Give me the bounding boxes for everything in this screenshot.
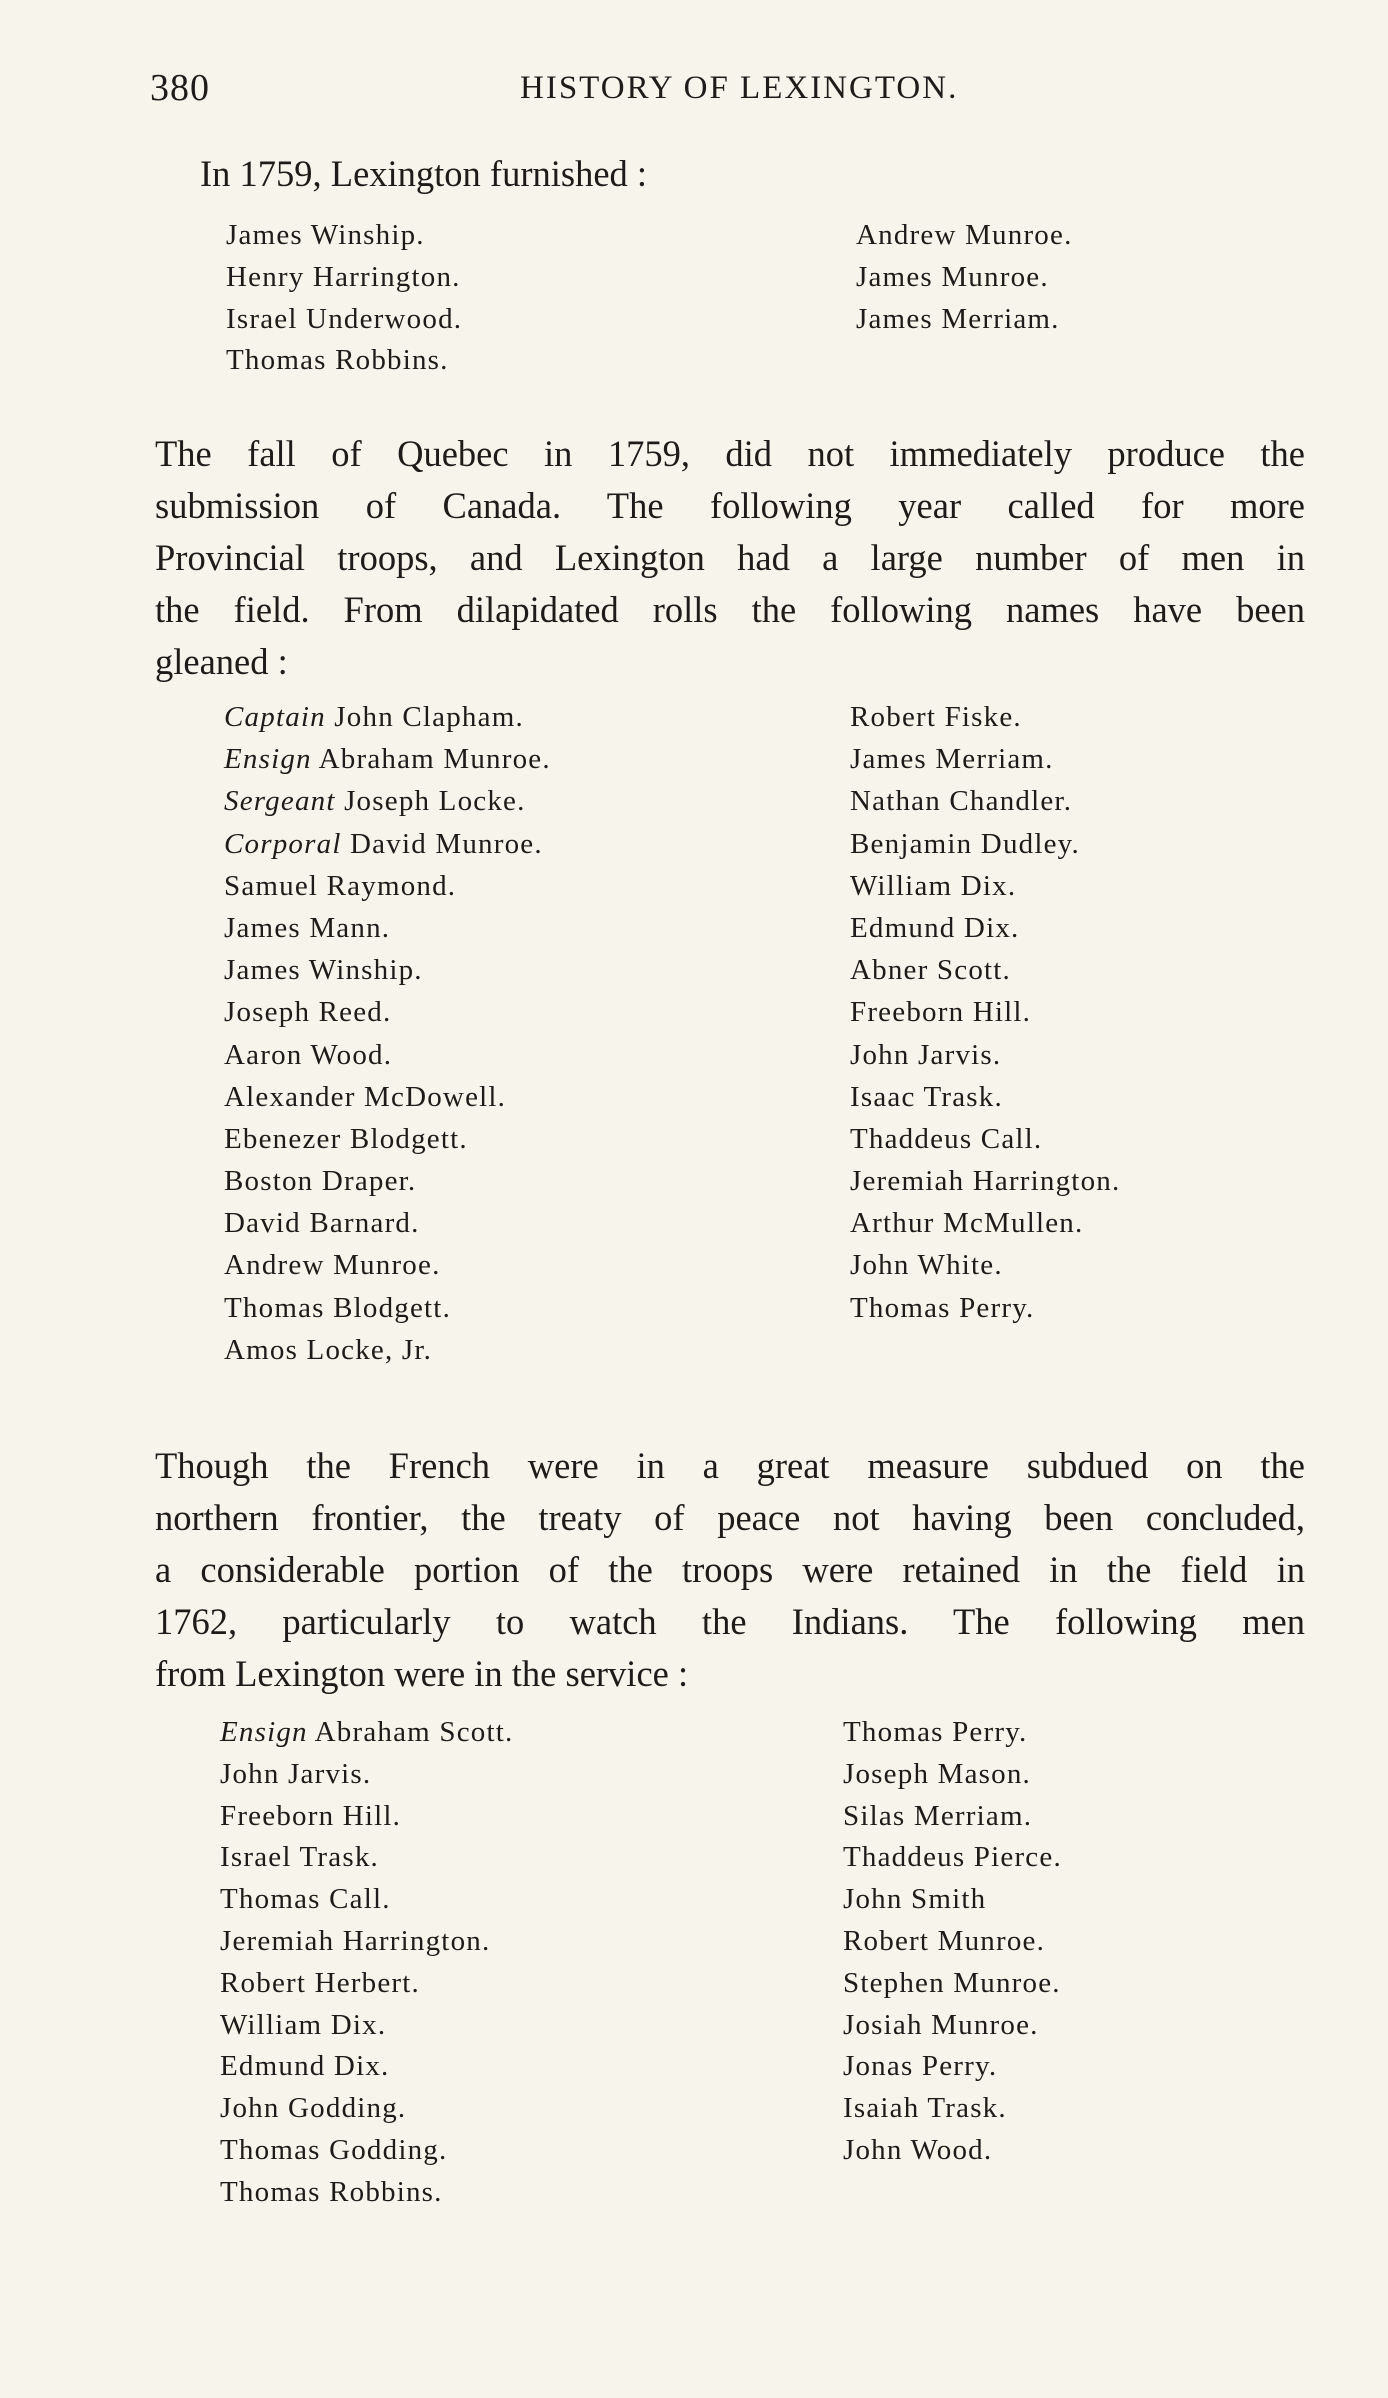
name-entry [220, 1879, 513, 1921]
name-entry [224, 1076, 551, 1118]
rank-label: Corporal [224, 827, 342, 860]
name-entry [843, 2130, 1062, 2172]
person-name: John Jarvis. [220, 1757, 372, 1790]
person-name: Robert Herbert. [220, 1966, 420, 1999]
paragraph-1760 [155, 428, 1305, 688]
name-entry [850, 1076, 1120, 1118]
name-entry [843, 1796, 1062, 1838]
name-entry [224, 907, 551, 949]
name-entry [220, 1921, 513, 1963]
name-entry [224, 1160, 551, 1202]
rank-label: Ensign [224, 743, 312, 776]
person-name: Thomas Call. [220, 1883, 391, 1916]
name-entry [843, 1754, 1062, 1796]
name-entry [224, 1287, 551, 1329]
roll-1760-left [224, 696, 551, 1371]
name-entry [850, 907, 1120, 949]
name-entry [856, 299, 1073, 341]
name-entry [220, 1712, 513, 1754]
name-entry [224, 949, 551, 991]
person-name: William Dix. [850, 869, 1017, 902]
person-name: Joseph Locke. [335, 785, 526, 818]
name-entry [843, 1837, 1062, 1879]
name-entry [220, 1796, 513, 1838]
name-entry [220, 2005, 513, 2047]
person-name: James Mann. [224, 911, 391, 944]
person-name: Andrew Munroe. [224, 1249, 441, 1282]
name-entry [220, 2088, 513, 2130]
person-name: James Munroe. [856, 260, 1049, 293]
person-name: Abraham Munroe. [311, 743, 551, 776]
roll-1762-right [843, 1712, 1062, 2172]
name-entry [224, 1118, 551, 1160]
person-name: Thomas Perry. [843, 1716, 1028, 1748]
name-entry [843, 1879, 1062, 1921]
name-entry [843, 2046, 1062, 2088]
list-1759-left [226, 215, 462, 382]
name-entry [226, 215, 462, 257]
person-name: Abner Scott. [850, 954, 1011, 987]
text-line: The fall of Quebec in 1759, did not immediately produce the [155, 433, 1305, 474]
person-name: Samuel Raymond. [224, 869, 457, 902]
person-name: John White. [850, 1249, 1003, 1282]
person-name: Nathan Chandler. [850, 785, 1073, 818]
text-line: from Lexington were in the service : [155, 1653, 689, 1694]
name-entry [220, 2046, 513, 2088]
person-name: Jonas Perry. [843, 2050, 998, 2083]
name-entry [224, 991, 551, 1033]
name-entry [850, 949, 1120, 991]
text-line: Though the French were in a great measure subdued on the [155, 1445, 1305, 1486]
person-name: Stephen Munroe. [843, 1966, 1061, 1999]
rank-label: Ensign [220, 1716, 308, 1748]
name-entry [224, 1202, 551, 1244]
text-line: 1762, particularly to watch the Indians. The following men [155, 1601, 1305, 1642]
name-entry [843, 1921, 1062, 1963]
list-1759-right [856, 215, 1073, 340]
text-line: submission of Canada. The following year called for more [155, 485, 1305, 526]
name-entry [224, 1329, 551, 1371]
person-name: Thomas Robbins. [220, 2175, 443, 2208]
person-name: Joseph Mason. [843, 1757, 1031, 1790]
person-name: Isaac Trask. [850, 1080, 1003, 1113]
name-entry [220, 2172, 513, 2214]
name-entry [843, 2088, 1062, 2130]
name-entry [226, 299, 462, 341]
person-name: Silas Merriam. [843, 1799, 1033, 1832]
name-entry [850, 1160, 1120, 1202]
person-name: John Jarvis. [850, 1038, 1002, 1071]
person-name: John Clapham. [325, 701, 524, 733]
person-name: James Winship. [224, 954, 423, 987]
person-name: William Dix. [220, 2008, 387, 2041]
person-name: John Wood. [843, 2133, 993, 2166]
text-line: northern frontier, the treaty of peace not having been concluded, [155, 1497, 1305, 1538]
page-number: 380 [150, 67, 210, 109]
person-name: Thaddeus Pierce. [843, 1841, 1062, 1874]
person-name: Arthur McMullen. [850, 1207, 1084, 1240]
person-name: Abraham Scott. [307, 1716, 514, 1748]
person-name: James Merriam. [850, 743, 1054, 776]
name-entry [843, 1712, 1062, 1754]
rank-label: Captain [224, 701, 326, 733]
person-name: Isaiah Trask. [843, 2092, 1007, 2125]
name-entry [850, 865, 1120, 907]
name-entry [224, 865, 551, 907]
name-entry [850, 1244, 1120, 1286]
person-name: David Munroe. [341, 827, 543, 860]
person-name: Israel Trask. [220, 1841, 379, 1874]
name-entry [224, 696, 551, 738]
name-entry [224, 738, 551, 780]
name-entry [856, 257, 1073, 299]
name-entry [850, 991, 1120, 1033]
person-name: Aaron Wood. [224, 1038, 393, 1071]
person-name: Robert Fiske. [850, 701, 1022, 733]
name-entry [843, 2005, 1062, 2047]
name-entry [220, 1963, 513, 2005]
rank-label: Sergeant [224, 785, 336, 818]
intro-1759: In 1759, Lexington furnished : [200, 153, 648, 194]
name-entry [226, 257, 462, 299]
person-name: Josiah Munroe. [843, 2008, 1039, 2041]
name-entry [850, 1034, 1120, 1076]
person-name: Jeremiah Harrington. [220, 1924, 491, 1957]
person-name: Freeborn Hill. [220, 1799, 402, 1832]
person-name: Thomas Perry. [850, 1291, 1035, 1324]
name-entry [843, 1963, 1062, 2005]
person-name: Jeremiah Harrington. [850, 1165, 1121, 1198]
roll-1762-left [220, 1712, 513, 2214]
name-entry [220, 2130, 513, 2172]
person-name: Israel Underwood. [226, 302, 463, 335]
name-entry [850, 1287, 1120, 1329]
person-name: James Merriam. [856, 302, 1060, 335]
person-name: Joseph Reed. [224, 996, 392, 1029]
running-head: HISTORY OF LEXINGTON. [520, 70, 959, 106]
person-name: Thomas Godding. [220, 2133, 448, 2166]
person-name: Benjamin Dudley. [850, 827, 1080, 860]
text-line: a considerable portion of the troops were retained in the field in [155, 1549, 1305, 1590]
person-name: David Barnard. [224, 1207, 420, 1240]
person-name: Robert Munroe. [843, 1924, 1046, 1957]
name-entry [226, 340, 462, 382]
person-name: Andrew Munroe. [856, 219, 1073, 251]
page-header [150, 66, 1300, 116]
person-name: Henry Harrington. [226, 260, 461, 293]
person-name: John Smith [843, 1883, 987, 1916]
name-entry [220, 1754, 513, 1796]
person-name: James Winship. [226, 219, 425, 251]
person-name: Thaddeus Call. [850, 1122, 1043, 1155]
text-line: the field. From dilapidated rolls the following names have been [155, 589, 1305, 630]
name-entry [224, 823, 551, 865]
person-name: Edmund Dix. [220, 2050, 390, 2083]
paragraph-1762 [155, 1440, 1305, 1700]
roll-1760-right [850, 696, 1120, 1329]
name-entry [224, 1244, 551, 1286]
name-entry [224, 1034, 551, 1076]
name-entry [850, 1118, 1120, 1160]
text-line: Provincial troops, and Lexington had a large number of men in [155, 537, 1305, 578]
person-name: Thomas Blodgett. [224, 1291, 452, 1324]
person-name: John Godding. [220, 2092, 407, 2125]
name-entry [850, 1202, 1120, 1244]
name-entry [850, 738, 1120, 780]
person-name: Amos Locke, Jr. [224, 1333, 433, 1366]
name-entry [224, 780, 551, 822]
name-entry [220, 1837, 513, 1879]
person-name: Boston Draper. [224, 1165, 417, 1198]
person-name: Thomas Robbins. [226, 344, 449, 377]
person-name: Freeborn Hill. [850, 996, 1032, 1029]
person-name: Alexander McDowell. [224, 1080, 507, 1113]
name-entry [850, 696, 1120, 738]
text-line: gleaned : [155, 641, 288, 682]
name-entry [856, 215, 1073, 257]
name-entry [850, 780, 1120, 822]
person-name: Edmund Dix. [850, 911, 1020, 944]
name-entry [850, 823, 1120, 865]
person-name: Ebenezer Blodgett. [224, 1122, 468, 1155]
